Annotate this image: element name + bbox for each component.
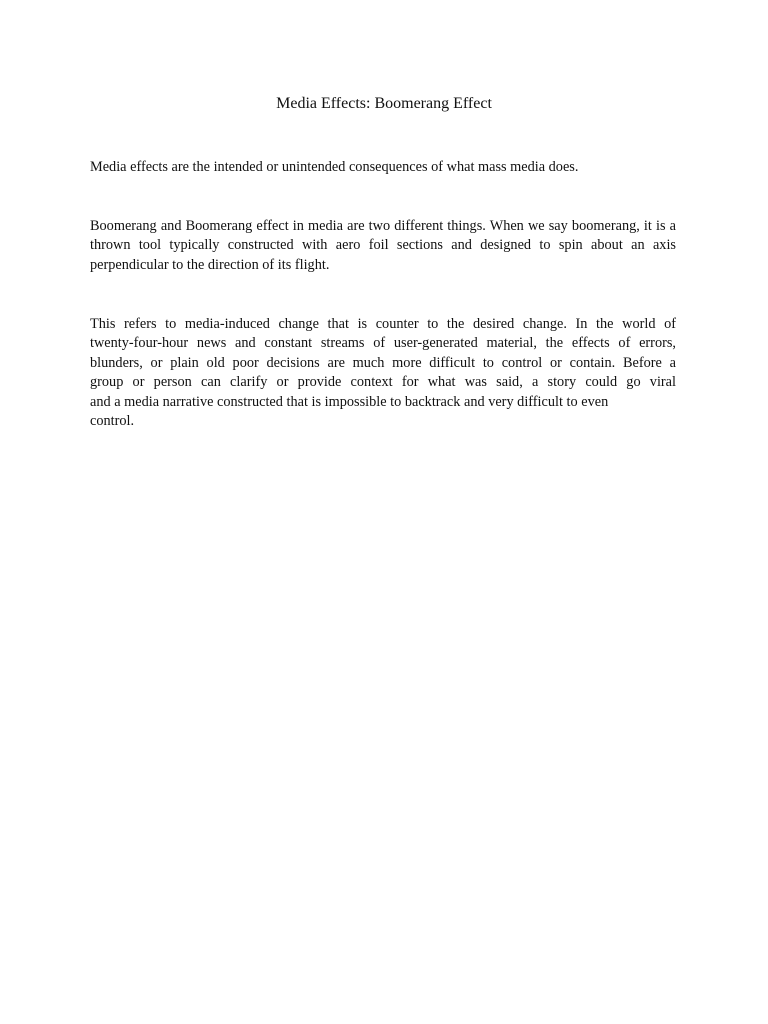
paragraph-line: blunders, or plain old poor decisions are much more difficult to control or contain. Before a xyxy=(90,354,676,371)
document-title: Media Effects: Boomerang Effect xyxy=(276,95,492,112)
paragraph-boomerang-effect xyxy=(90,315,676,431)
paragraph-line: group or person can clarify or provide context for what was said, a story could go viral xyxy=(90,374,676,391)
paragraph-line: control. xyxy=(90,413,135,430)
paragraph-definition: Media effects are the intended or unintended consequences of what mass media does. xyxy=(90,159,579,175)
paragraph-line: twenty-four-hour news and constant streams of user-generated material, the effects of errors, xyxy=(90,335,676,352)
paragraph-line: This refers to media-induced change that is counter to the desired change. In the world of xyxy=(90,316,676,332)
paragraph-boomerang: Boomerang and Boomerang effect in media are two different things. When we say boomerang, it is a thrown tool typically constructed with aero foil sections and designed to spin about an axis perpendicular to the direction of its flight. xyxy=(90,218,676,273)
paragraph-line: and a media narrative constructed that is impossible to backtrack and very difficult to even xyxy=(90,393,609,410)
